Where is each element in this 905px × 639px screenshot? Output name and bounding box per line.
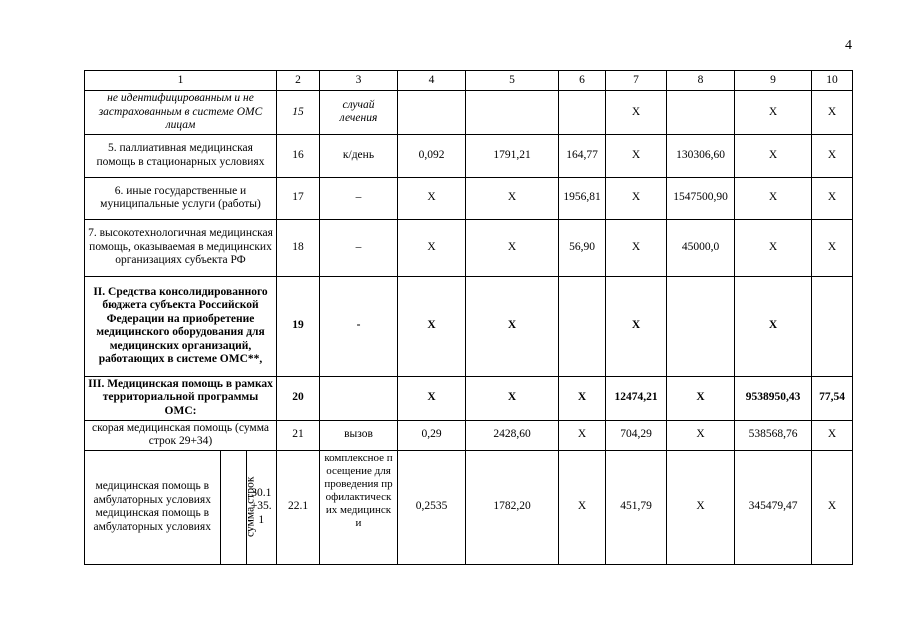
row-name: скорая медицинская помощь (сумма строк 29+34) — [85, 420, 277, 450]
cell: X — [559, 450, 606, 564]
row-name: 7. высокотехнологичная медицинская помощь, оказываемая в медицинских организациях субъекта РФ — [85, 219, 277, 276]
cell: 2428,60 — [466, 420, 559, 450]
header-cell: 3 — [320, 71, 398, 91]
cell: X — [398, 219, 466, 276]
cell: 1547500,90 — [667, 177, 735, 219]
cell: 77,54 — [812, 376, 853, 420]
row-unit: – — [320, 219, 398, 276]
cell: X — [606, 276, 667, 376]
row-name: 5. паллиативная медицинская помощь в стационарных условиях — [85, 134, 277, 177]
row-name: II. Средства консолидированного бюджета субъекта Российской Федерации на приобретение медицинского оборудования для медицинских организаций, работающих в системе ОМС**, — [85, 276, 277, 376]
table-row — [85, 420, 853, 450]
cell: X — [398, 376, 466, 420]
row-name: 6. иные государственные и муниципальные услуги (работы) — [85, 177, 277, 219]
cell: 56,90 — [559, 219, 606, 276]
cell: X — [735, 219, 812, 276]
row-code: 19 — [277, 276, 320, 376]
row-name: медицинская помощь в амбулаторных условиях медицинская помощь в амбулаторных условиях — [85, 451, 220, 564]
cell: 0,2535 — [398, 450, 466, 564]
cell: 538568,76 — [735, 420, 812, 450]
header-cell: 7 — [606, 71, 667, 91]
row-unit — [320, 376, 398, 420]
cell: X — [606, 134, 667, 177]
cell: X — [559, 420, 606, 450]
cell: 451,79 — [606, 450, 667, 564]
cell: 45000,0 — [667, 219, 735, 276]
row-unit: случай лечения — [320, 91, 398, 135]
row-code: 22.1 — [277, 450, 320, 564]
cell: 1791,21 — [466, 134, 559, 177]
header-cell: 5 — [466, 71, 559, 91]
cell: X — [735, 134, 812, 177]
cell: X — [606, 219, 667, 276]
cell: 9538950,43 — [735, 376, 812, 420]
cell: 164,77 — [559, 134, 606, 177]
cell — [398, 91, 466, 135]
cell: X — [606, 91, 667, 135]
data-table — [84, 70, 853, 565]
cell: X — [812, 450, 853, 564]
row-code: 15 — [277, 91, 320, 135]
cell: X — [812, 420, 853, 450]
cell — [466, 91, 559, 135]
table-row — [85, 376, 853, 420]
cell: X — [398, 177, 466, 219]
row-unit: - — [320, 276, 398, 376]
cell — [667, 276, 735, 376]
cell: X — [812, 219, 853, 276]
header-cell: 1 — [85, 71, 277, 91]
side-label: сумма строк — [243, 476, 256, 538]
cell: 345479,47 — [735, 450, 812, 564]
row-name: не идентифицированным и не застрахованным в системе ОМС лицам — [85, 91, 277, 135]
header-row — [85, 71, 853, 91]
cell: 704,29 — [606, 420, 667, 450]
row-code: 20 — [277, 376, 320, 420]
cell: X — [667, 376, 735, 420]
cell: X — [667, 420, 735, 450]
cell — [667, 91, 735, 135]
table-row — [85, 450, 853, 564]
header-cell: 9 — [735, 71, 812, 91]
row-unit: – — [320, 177, 398, 219]
cell: X — [559, 376, 606, 420]
cell — [559, 276, 606, 376]
table-row — [85, 219, 853, 276]
row-code: 18 — [277, 219, 320, 276]
cell: X — [466, 376, 559, 420]
table-row — [85, 91, 853, 135]
side-value: 30.1+35.1 — [250, 486, 272, 526]
cell: 130306,60 — [667, 134, 735, 177]
cell: X — [812, 177, 853, 219]
header-cell: 10 — [812, 71, 853, 91]
cell: X — [812, 91, 853, 135]
header-cell: 6 — [559, 71, 606, 91]
cell: 1782,20 — [466, 450, 559, 564]
row-unit: вызов — [320, 420, 398, 450]
row-name-group — [85, 450, 277, 564]
cell: X — [812, 134, 853, 177]
cell: 1956,81 — [559, 177, 606, 219]
table-row — [85, 276, 853, 376]
cell: X — [466, 219, 559, 276]
header-cell: 8 — [667, 71, 735, 91]
row-code: 21 — [277, 420, 320, 450]
row-code: 16 — [277, 134, 320, 177]
cell: X — [466, 276, 559, 376]
cell: X — [398, 276, 466, 376]
cell: X — [466, 177, 559, 219]
table-row — [85, 177, 853, 219]
cell: 0,29 — [398, 420, 466, 450]
row-unit: комплексное посещение для проведения профилактических медицински — [320, 450, 398, 564]
header-cell: 2 — [277, 71, 320, 91]
page-number: 4 — [845, 38, 852, 53]
cell: X — [735, 276, 812, 376]
side-label-cell — [220, 451, 256, 564]
cell: X — [735, 177, 812, 219]
row-name: III. Медицинская помощь в рамках территориальной программы ОМС: — [85, 376, 277, 420]
cell: X — [667, 450, 735, 564]
cell: X — [735, 91, 812, 135]
cell: X — [606, 177, 667, 219]
cell: 0,092 — [398, 134, 466, 177]
cell — [812, 276, 853, 376]
table-row — [85, 134, 853, 177]
cell: 12474,21 — [606, 376, 667, 420]
row-code: 17 — [277, 177, 320, 219]
header-cell: 4 — [398, 71, 466, 91]
row-unit: к/день — [320, 134, 398, 177]
cell — [559, 91, 606, 135]
